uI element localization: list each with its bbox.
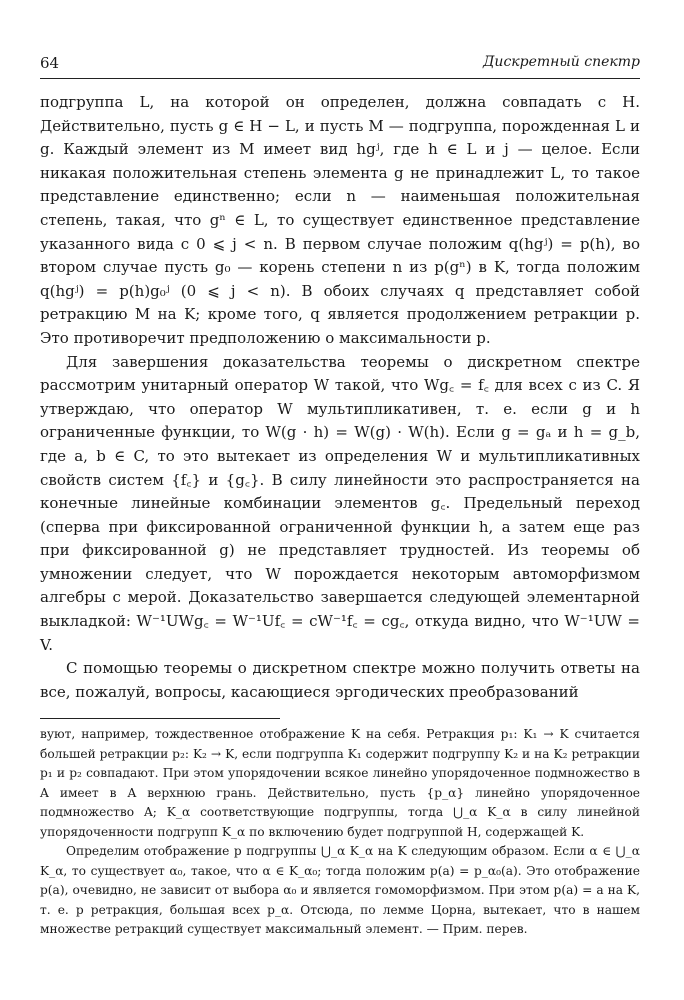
footnote bbox=[40, 725, 640, 940]
page-header bbox=[40, 50, 640, 79]
footnote-paragraph: вуют, например, тождественное отображение K на себя. Ретракция p₁: K₁ → K считается большей ретракции p₂: K₂ → K, если подгруппа K₁ содержит подгруппу K₂ и на K₂ ретракции p₁ и p₂ совпадают. При этом упорядочении всякое линейно упорядоченное подмножество в A имеет в A верхнюю грань. Действительно, пусть {p_α} линейно упорядоченное подмножество A; K_α соответствующие подгруппы, тогда ⋃_α K_α в силу линейной упорядоченности подгрупп K_α по включению будет подгруппой H, содержащей K. bbox=[40, 727, 640, 839]
paragraph-continuation: подгруппа L, на которой он определен, должна совпадать с H. Действительно, пусть g ∈ H − L, и пусть M — подгруппа, порожденная L и g. Каждый элемент из M имеет вид hgʲ, где h ∈ L и j — целое. Если никакая положительная степень элемента g не принадлежит L, то такое представление единственно; если n — наименьшая положительная степень, такая, что gⁿ ∈ L, то существует единственное представление указанного вида с 0 ⩽ j < n. В первом случае положим q(hgʲ) = p(h), во втором случае пусть g₀ — корень степени n из p(gⁿ) в K, тогда положим q(hgʲ) = p(h)g₀ʲ (0 ⩽ j < n). В обоих случаях q представляет собой ретракцию M на K; кроме того, q является продолжением ретракции p. Это противоречит предположению о максимальности p. bbox=[40, 93, 640, 347]
running-title: Дискретный спектр bbox=[483, 54, 640, 70]
book-page bbox=[40, 50, 640, 940]
paragraph: Для завершения доказательства теоремы о дискретном спектре рассмотрим унитарный оператор W такой, что Wg꜀ = f꜀ для всех c из C. Я утверждаю, что оператор W мультипликативен, т. е. если g и h ограниченные функции, то W(g · h) = W(g) · W(h). Если g = gₐ и h = g_b, где a, b ∈ C, то это вытекает из определения W и мультипликативных свойств систем {f꜀} и {g꜀}. В силу линейности это распространяется на конечные линейные комбинации элементов g꜀. Предельный переход (сперва при фиксированной ограниченной функции h, а затем еще раз при фиксированной g) не представляет трудностей. Из теоремы об умножении следует, что W порождается некоторым автоморфизмом алгебры с мерой. Доказательство завершается следующей элементарной выкладкой: W⁻¹UWg꜀ = W⁻¹Uf꜀ = cW⁻¹f꜀ = cg꜀, откуда видно, что W⁻¹UW = V. bbox=[40, 352, 640, 654]
main-text bbox=[40, 91, 640, 704]
paragraph: С помощью теоремы о дискретном спектре можно получить ответы на все, пожалуй, вопросы, касающиеся эргодических преобразований bbox=[40, 659, 640, 701]
footnote-divider bbox=[40, 718, 280, 719]
footnote-paragraph: Определим отображение p подгруппы ⋃_α K_α на K следующим образом. Если α ∈ ⋃_α K_α, то существует α₀, такое, что α ∈ K_α₀; тогда положим p(a) = p_α₀(a). Это отображение p(a), очевидно, не зависит от выбора α₀ и является гомоморфизмом. При этом p(a) = a на K, т. е. p ретракция, большая всех p_α. Отсюда, по лемме Цорна, вытекает, что в нашем множестве ретракций существует максимальный элемент. — Прим. перев. bbox=[40, 844, 640, 937]
page-number: 64 bbox=[40, 54, 60, 72]
